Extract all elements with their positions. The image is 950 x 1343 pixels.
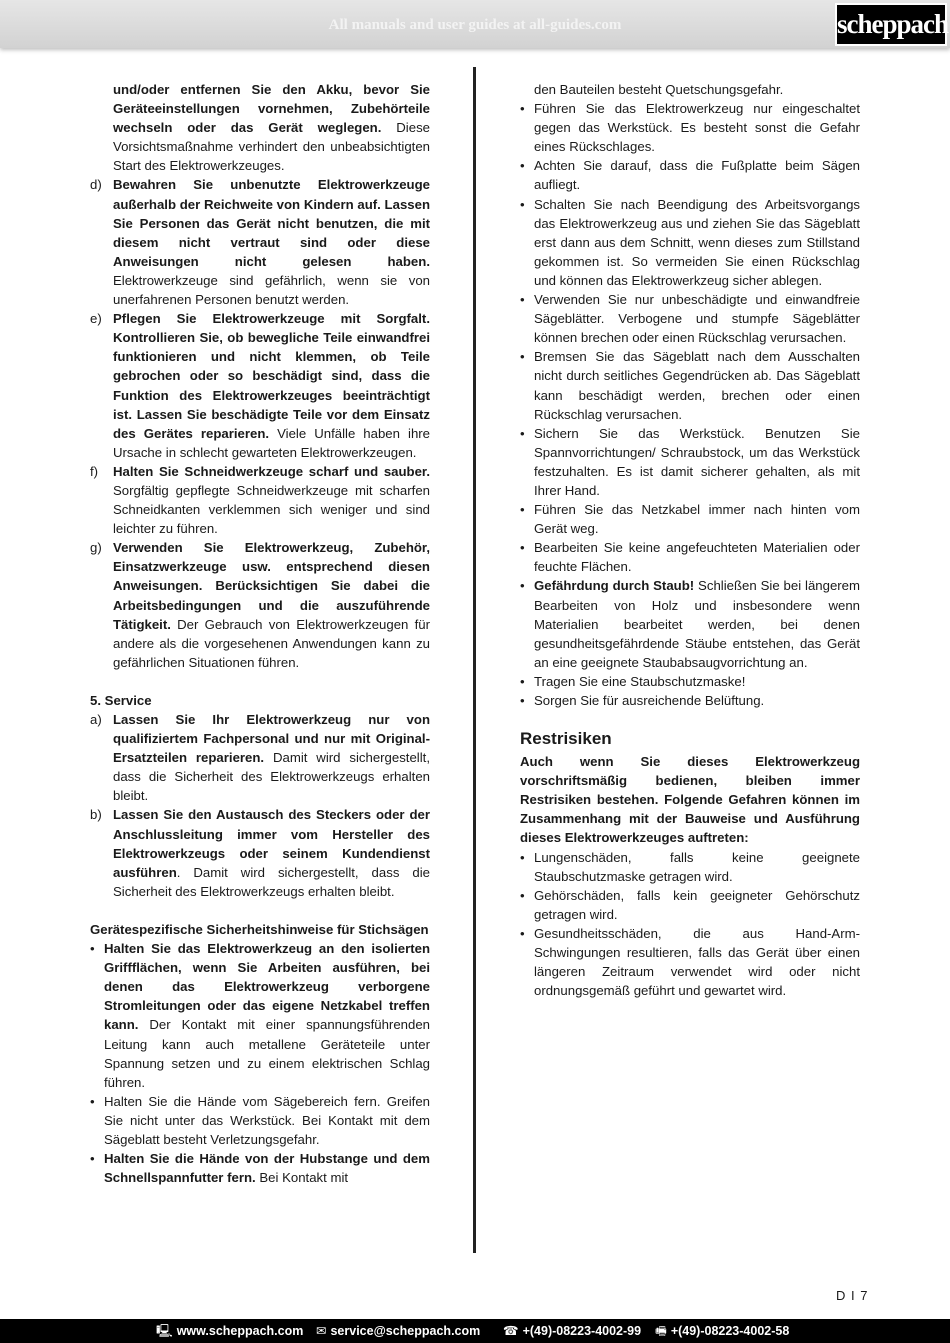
bullet-marker: • — [520, 540, 525, 556]
footer-bar — [0, 1319, 950, 1343]
bullet-item — [520, 99, 860, 156]
list-marker: f) — [90, 463, 99, 479]
bullet-marker: • — [520, 425, 525, 441]
bullet-marker: • — [520, 158, 525, 174]
bullet-bold: Halten Sie die Hände von der Hubstange und dem Schnellspannfutter fern. — [104, 1151, 430, 1186]
bullet-text: Bei Kontakt mit — [255, 1170, 349, 1186]
column-divider — [473, 67, 476, 1253]
section-heading-service: 5. Service — [90, 692, 152, 708]
bullet-item — [520, 848, 860, 886]
top-banner — [0, 0, 950, 48]
bullet-marker: • — [90, 1151, 95, 1167]
list-item-bold: Lassen Sie den Austausch des Steckers oder der Anschlussleitung immer vom Hersteller des Elektrowerkzeugs oder seinem Kundendienst ausführen — [113, 807, 430, 880]
bullet-text: Lungenschäden, falls keine geeignete Staubschutzmaske getragen wird. — [534, 849, 860, 884]
fax-icon: 🖷 — [655, 1324, 667, 1338]
page-number: D I 7 — [836, 1288, 869, 1303]
bullet-marker: • — [90, 1093, 95, 1109]
phone-number: +(49)-08223-4002-99 — [522, 1324, 642, 1338]
bullet-item — [520, 424, 860, 500]
list-item-text: Sorgfältig gepflegte Schneidwerkzeuge mit scharfen Schneidkanten verklemmen sich weniger und sind leichter zu führen. — [113, 482, 430, 537]
bullet-marker: • — [520, 925, 525, 941]
list-item-text: Der Gebrauch von Elektrowerkzeugen für andere als die vorgesehenen Anwendungen kann zu gefährlichen Situationen führen. — [113, 616, 430, 670]
bullet-marker: • — [520, 578, 525, 594]
bullet-item — [520, 886, 860, 924]
bullet-item — [520, 195, 860, 290]
fax-number: +(49)-08223-4002-58 — [670, 1324, 790, 1338]
bullet-text: Tragen Sie eine Staubschutzmaske! — [534, 673, 746, 689]
bullet-marker: • — [520, 693, 525, 708]
list-item-bold: Pflegen Sie Elektrowerkzeuge mit Sorgfalt. Kontrollieren Sie, ob bewegliche Teile einwandfrei funktionieren und nicht klemmen, ob Teile gebrochen oder so beschädigt sind, dass die Funktion des Elektrowerkzeuges beeinträchtigt ist. Lassen Sie beschädigte Teile vor dem Einsatz des Gerätes reparieren. — [113, 311, 430, 441]
bullet-text: Schalten Sie nach Beendigung des Arbeitsvorgangs das Elektrowerkzeug aus und ziehen Sie das Sägeblatt erst dann aus dem Schnitt, wenn dieses zum Stillstand gekommen ist. So vermeiden Sie einen Rückschlag und können das Elektrowerkzeug sicher ablegen. — [534, 196, 860, 288]
bullet-marker: • — [520, 101, 525, 117]
bullet-marker: • — [520, 292, 525, 308]
bullet-marker: • — [520, 196, 525, 212]
bullet-bold: Halten Sie das Elektrowerkzeug an den isolierten Griffflächen, wenn Sie Arbeiten ausführen, bei denen das Elektrowerkzeug verborgene Stromleitungen oder das eigene Netzkabel treffen kann. — [104, 941, 430, 1033]
bullet-bold: Gefährdung durch Staub! — [534, 578, 695, 594]
list-marker: b) — [90, 807, 102, 823]
list-marker: e) — [90, 311, 102, 327]
bullet-text: Gesundheitsschäden, die aus Hand-Arm- Schwingungen resultieren, falls das Gerät über einen längeren Zeitraum verwendet wird oder nicht ordnungsgemäß geführt und gewartet wird. — [534, 925, 860, 999]
list-item-g — [90, 538, 430, 672]
section-heading-specific: Gerätespezifische Sicherheitshinweise für Stichsägen — [90, 921, 429, 937]
list-item-bold: Verwenden Sie Elektrowerkzeug, Zubehör, Einsatzwerkzeuge usw. entsprechend diesen Anweisungen. Berücksichtigen Sie dabei die Arbeitsbedingungen und die auszuführende Tätigkeit. — [113, 540, 430, 632]
list-item-f — [90, 462, 430, 538]
bullet-item — [520, 156, 860, 194]
bullet-item — [90, 939, 430, 1092]
bullet-item — [520, 576, 860, 671]
list-item-bold: Bewahren Sie unbenutzte Elektrowerkzeuge außerhalb der Reichweite von Kindern auf. Lassen Sie Personen das Gerät nicht benutzen, die mit diesem nicht vertraut sind oder diese Anweisungen nicht gelesen haben. — [113, 177, 430, 269]
intro-bold: und/oder entfernen Sie den Akku, bevor Sie Geräteeinstellungen vornehmen, Zubehörteile wechseln oder das Gerät weglegen. — [113, 82, 430, 136]
continued-text: den Bauteilen besteht Quetschungsgefahr. — [534, 82, 784, 97]
list-item-text: Damit wird sichergestellt, dass die Sicherheit des Elektrowerkzeugs erhalten bleibt. — [113, 750, 430, 804]
intro-paragraph — [90, 80, 430, 175]
bullet-item — [520, 672, 860, 691]
bullet-text: Sichern Sie das Werkstück. Benutzen Sie Spannvorrichtungen/ Schraubstock, um das Werkstück festzuhalten. Es ist damit sicherer gehalten, als mit Ihrer Hand. — [534, 425, 860, 498]
list-item-bold: Halten Sie Schneidwerkzeuge scharf und sauber. — [113, 463, 430, 479]
bullet-text: Halten Sie die Hände vom Sägebereich fern. Greifen Sie nicht unter das Werkstück. Bei Kontakt mit dem Sägeblatt besteht Verletzungsgefahr. — [104, 1093, 430, 1147]
bullet-item — [520, 538, 860, 576]
bullet-text: Führen Sie das Elektrowerkzeug nur eingeschaltet gegen das Werkstück. Es besteht sonst die Gefahr eines Rückschlages. — [534, 101, 860, 155]
bullet-item — [90, 1092, 430, 1149]
list-marker: d) — [90, 177, 102, 193]
envelope-icon: ✉ — [316, 1324, 327, 1338]
email-link[interactable]: service@scheppach.com — [330, 1324, 481, 1338]
computer-icon: 🖳 — [156, 1324, 173, 1338]
bullet-marker: • — [520, 849, 525, 865]
bullet-text: Bearbeiten Sie keine angefeuchteten Materialien oder feuchte Flächen. — [534, 540, 860, 575]
list-item-e — [90, 309, 430, 462]
bullet-item — [520, 347, 860, 423]
list-item-text: Viele Unfälle haben ihre Ursache in schlecht gewarteten Elektrowerkzeugen. — [113, 425, 430, 460]
bullet-marker: • — [90, 941, 95, 957]
bullet-item — [520, 924, 860, 1000]
list-item-bold: Lassen Sie Ihr Elektrowerkzeug nur von qualifiziertem Fachpersonal und nur mit Original-Ersatzteilen reparieren. — [113, 712, 430, 766]
list-marker: g) — [90, 540, 102, 556]
section-heading-restrisiken: Restrisiken — [520, 729, 612, 749]
bullet-text: Verwenden Sie nur unbeschädigte und einwandfreie Sägeblätter. Verbogene und stumpfe Sägeblätter können brechen oder einen Rückschlag verursachen. — [534, 292, 860, 346]
bullet-item — [520, 290, 860, 347]
bullet-text: Sorgen Sie für ausreichende Belüftung. — [534, 693, 765, 708]
footer-email[interactable] — [316, 1319, 480, 1343]
restrisiken-intro: Auch wenn Sie dieses Elektrowerkzeug vorschriftsmäßig bedienen, bleiben immer Restrisiken bestehen. Folgende Gefahren können im Zusammenhang mit der Bauweise und Ausführung dieses Elektrowerkzeuges auftreten: — [520, 754, 860, 846]
bullet-text: Achten Sie darauf, dass die Fußplatte beim Sägen aufliegt. — [534, 158, 860, 193]
list-item-d — [90, 175, 430, 309]
list-marker: a) — [90, 712, 102, 727]
footer-website[interactable] — [156, 1319, 303, 1343]
right-column — [520, 80, 860, 1000]
bullet-marker: • — [520, 349, 525, 365]
watermark-text: All manuals and user guides at all-guides.com — [328, 17, 622, 33]
footer-phone — [503, 1319, 641, 1343]
phone-icon: ☎ — [503, 1324, 519, 1338]
bullet-item — [520, 500, 860, 538]
bullet-text: Führen Sie das Netzkabel immer nach hinten vom Gerät weg. — [534, 502, 860, 537]
bullet-item — [520, 691, 860, 710]
bullet-marker: • — [520, 502, 525, 518]
intro-text: Diese Vorsichtsmaßnahme verhindert den unbeabsichtigten Start des Elektrowerkzeuges. — [113, 120, 431, 174]
list-item-text: . Damit wird sichergestellt, dass die Sicherheit des Elektrowerkzeugs erhalten bleibt. — [113, 864, 430, 899]
footer-fax — [655, 1319, 789, 1343]
bullet-marker: • — [520, 887, 525, 903]
service-item-a — [90, 710, 430, 805]
bullet-marker: • — [520, 673, 525, 689]
scheppach-logo: scheppach — [835, 3, 947, 46]
bullet-text: Gehörschäden, falls kein geeigneter Gehörschutz getragen wird. — [534, 887, 860, 922]
left-column — [90, 80, 430, 1187]
service-item-b — [90, 805, 430, 900]
list-item-text: Elektrowerkzeuge sind gefährlich, wenn sie von unerfahrenen Personen benutzt werden. — [113, 272, 430, 308]
bullet-text: Bremsen Sie das Sägeblatt nach dem Ausschalten nicht durch seitliches Gegendrücken ab. Das Sägeblatt kann beschädigt werden, brechen oder einen Rückschlag verursachen. — [534, 349, 860, 422]
bullet-text: Der Kontakt mit einer spannungsführenden Leitung kann auch metallene Geräteteile unter Spannung setzen und zu einem elektrischen Schlag führen. — [104, 1017, 430, 1090]
bullet-item — [90, 1149, 430, 1187]
website-link[interactable]: www.scheppach.com — [176, 1324, 304, 1338]
bullet-text: Schließen Sie bei längerem Bearbeiten von Holz und insbesondere wenn Materialien bearbeitet werden, bei denen gesundheitsgefährdende Stäube entstehen, das Gerät an eine geeignete Staubabsaugvorrichtung an. — [534, 578, 861, 670]
